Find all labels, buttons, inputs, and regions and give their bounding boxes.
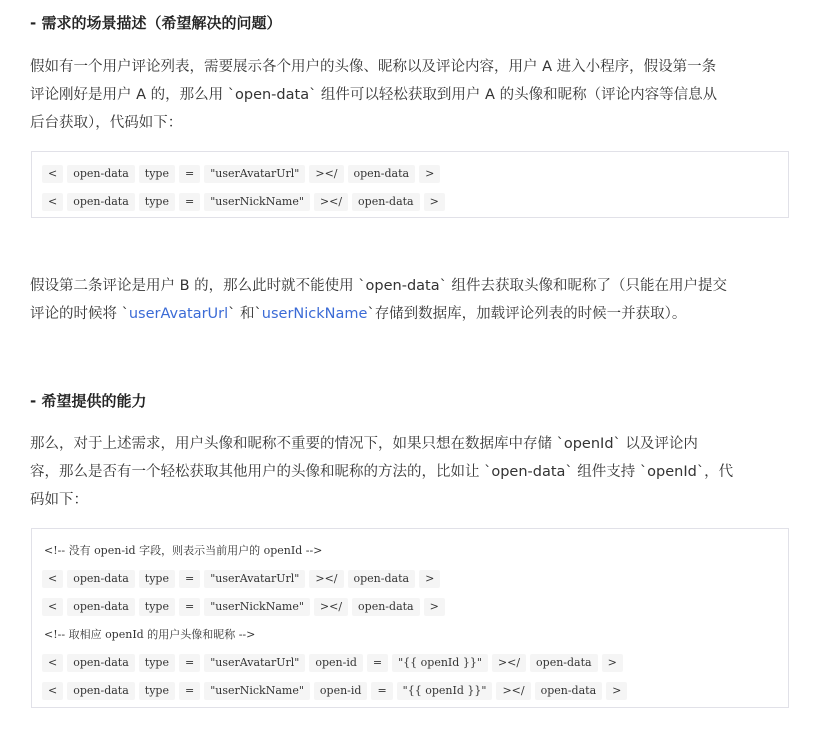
- code-token: "{{ openId }}": [397, 682, 493, 700]
- code-token: ></: [496, 682, 530, 700]
- code-token: open-data: [530, 654, 598, 672]
- code-token: >: [602, 654, 623, 672]
- code-token: <: [42, 598, 63, 616]
- code-block-1: [31, 151, 789, 218]
- text-segment: ` 和`: [228, 306, 262, 322]
- paragraph-line: 后台获取），代码如下：: [30, 115, 183, 131]
- paragraph-line: 容，那么是否有一个轻松获取其他用户的头像和昵称的方法的，比如让 `open-data` 组件支持 `openId`，代: [30, 464, 734, 480]
- code-token: type: [139, 598, 175, 616]
- paragraph-line: 评论刚好是用户 A 的，那么用 `open-data` 组件可以轻松获取到用户 A 的头像和昵称（评论内容等信息从: [30, 87, 718, 103]
- code-token: "{{ openId }}": [392, 654, 488, 672]
- code-comment-line: [42, 537, 788, 565]
- code-block-2: [31, 528, 789, 708]
- paragraph-second-comment: [30, 272, 798, 328]
- heading-scenario: - 需求的场景描述（希望解决的问题）: [30, 14, 282, 32]
- code-token: ></: [492, 654, 526, 672]
- text-segment: `存储到数据库，加载评论列表的时候一并获取）。: [367, 306, 687, 322]
- code-token: <: [42, 570, 63, 588]
- code-token: <: [42, 654, 63, 672]
- code-token: open-data: [67, 682, 135, 700]
- code-token: ></: [309, 570, 343, 588]
- paragraph-scenario: [30, 53, 798, 137]
- paragraph-line: [30, 300, 798, 328]
- code-token: >: [424, 193, 445, 211]
- code-token: =: [179, 654, 200, 672]
- code-token: ></: [314, 193, 348, 211]
- code-token: "userNickName": [204, 682, 310, 700]
- code-token: =: [179, 570, 200, 588]
- code-token: type: [139, 570, 175, 588]
- code-token: >: [424, 598, 445, 616]
- code-token: open-data: [67, 165, 135, 183]
- code-token: "userAvatarUrl": [204, 165, 305, 183]
- link-user-avatar-url[interactable]: userAvatarUrl: [128, 306, 229, 322]
- paragraph-line: 那么，对于上述需求，用户头像和昵称不重要的情况下，如果只想在数据库中存储 `openId` 以及评论内: [30, 436, 698, 452]
- code-token: open-data: [67, 193, 135, 211]
- code-token: =: [179, 193, 200, 211]
- code-token: >: [419, 165, 440, 183]
- code-token: =: [179, 598, 200, 616]
- paragraph-capability: [30, 430, 798, 514]
- code-token: ></: [314, 598, 348, 616]
- code-token: "userAvatarUrl": [204, 654, 305, 672]
- code-token: type: [139, 165, 175, 183]
- code-token: <: [42, 682, 63, 700]
- code-token: open-id: [314, 682, 368, 700]
- code-token: open-data: [67, 570, 135, 588]
- code-token: <: [42, 165, 63, 183]
- heading-capability: - 希望提供的能力: [30, 392, 147, 410]
- code-token: open-data: [348, 165, 416, 183]
- text-segment: 评论的时候将 `: [30, 306, 129, 322]
- code-line: [42, 677, 788, 705]
- paragraph-line: 码如下：: [30, 492, 88, 508]
- code-token: open-data: [348, 570, 416, 588]
- code-line: [42, 593, 788, 621]
- code-line: [42, 160, 788, 188]
- code-token: "userNickName": [204, 193, 310, 211]
- link-user-nick-name[interactable]: userNickName: [261, 306, 368, 322]
- code-token: open-data: [535, 682, 603, 700]
- code-token: =: [179, 682, 200, 700]
- code-token: =: [371, 682, 392, 700]
- code-comment: <!-- 没有 open-id 字段，则表示当前用户的 openId -->: [44, 544, 323, 557]
- code-token: type: [139, 682, 175, 700]
- code-token: >: [606, 682, 627, 700]
- code-token: open-data: [67, 598, 135, 616]
- code-token: =: [367, 654, 388, 672]
- code-token: type: [139, 193, 175, 211]
- code-token: <: [42, 193, 63, 211]
- code-token: open-id: [309, 654, 363, 672]
- code-token: ></: [309, 165, 343, 183]
- code-token: open-data: [352, 193, 420, 211]
- code-comment: <!-- 取相应 openId 的用户头像和昵称 -->: [44, 628, 256, 641]
- code-line: [42, 649, 788, 677]
- code-line: [42, 188, 788, 216]
- code-token: >: [419, 570, 440, 588]
- code-token: open-data: [352, 598, 420, 616]
- code-token: "userAvatarUrl": [204, 570, 305, 588]
- paragraph-line: 假设第二条评论是用户 B 的，那么此时就不能使用 `open-data` 组件去获取头像和昵称了（只能在用户提交: [30, 278, 727, 294]
- code-token: =: [179, 165, 200, 183]
- code-token: "userNickName": [204, 598, 310, 616]
- code-token: open-data: [67, 654, 135, 672]
- code-comment-line: [42, 621, 788, 649]
- paragraph-line: 假如有一个用户评论列表，需要展示各个用户的头像、昵称以及评论内容，用户 A 进入小程序，假设第一条: [30, 59, 717, 75]
- code-line: [42, 565, 788, 593]
- code-token: type: [139, 654, 175, 672]
